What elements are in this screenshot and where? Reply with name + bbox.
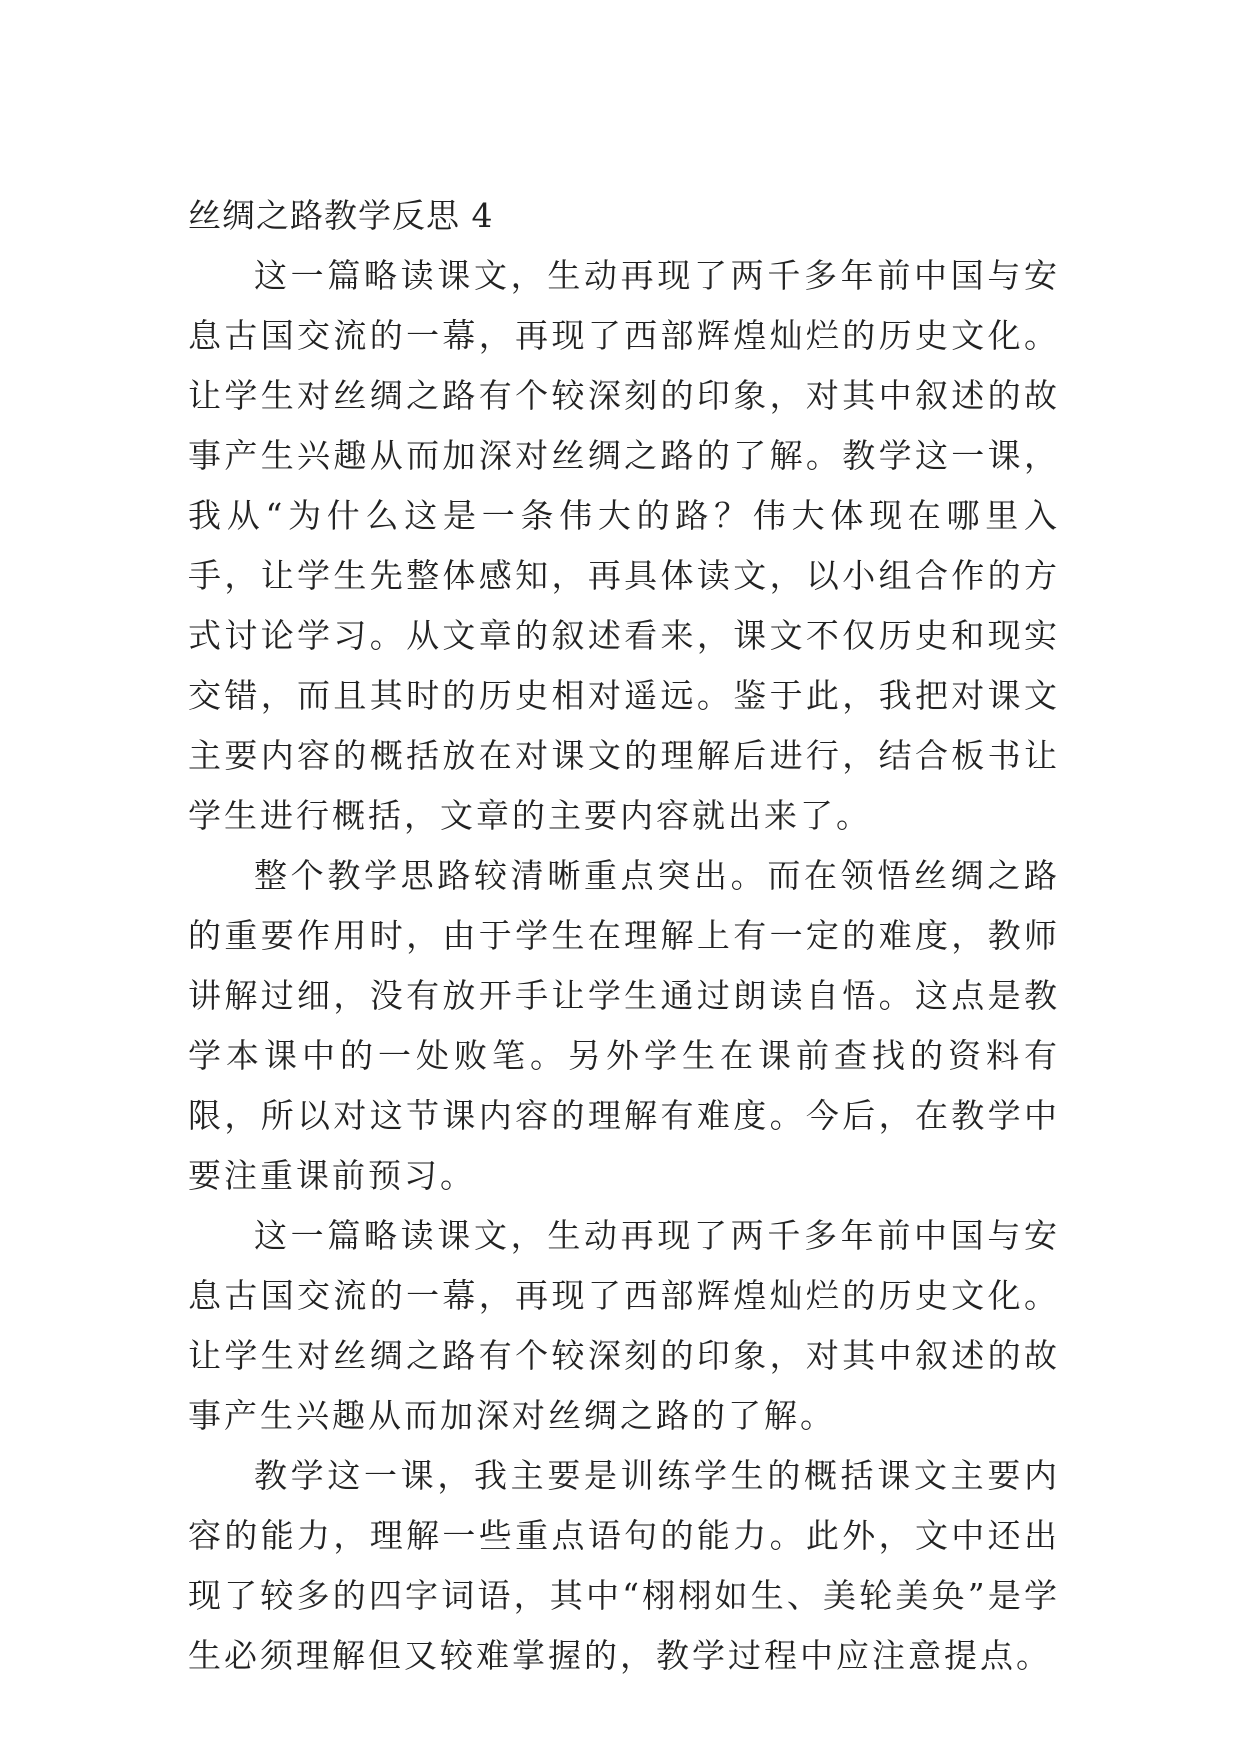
- paragraph-4: 教学这一课，我主要是训练学生的概括课文主要内容的能力，理解一些重点语句的能力。此外，文中还出现了较多的四字词语，其中“栩栩如生、美轮美奂”是学生必须理解但又较难掌握的，教学过程中应注意提点。: [188, 1456, 1060, 1675]
- document-title: 丝绸之路教学反思 4: [188, 196, 494, 235]
- paragraph-1: 这一篇略读课文，生动再现了两千多年前中国与安息古国交流的一幕，再现了西部辉煌灿烂的历史文化。让学生对丝绸之路有个较深刻的印象，对其中叙述的故事产生兴趣从而加深对丝绸之路的了解。教学这一课，我从“为什么这是一条伟大的路？伟大体现在哪里入手，让学生先整体感知，再具体读文，以小组合作的方式讨论学习。从文章的叙述看来，课文不仅历史和现实交错，而且其时的历史相对遥远。鉴于此，我把对课文主要内容的概括放在对课文的理解后进行，结合板书让学生进行概括，文章的主要内容就出来了。: [188, 256, 1060, 835]
- paragraph-2: 整个教学思路较清晰重点突出。而在领悟丝绸之路的重要作用时，由于学生在理解上有一定的难度，教师讲解过细，没有放开手让学生通过朗读自悟。这点是教学本课中的一处败笔。另外学生在课前查找的资料有限，所以对这节课内容的理解有难度。今后，在教学中要注重课前预习。: [188, 856, 1060, 1195]
- paragraph-3: 这一篇略读课文，生动再现了两千多年前中国与安息古国交流的一幕，再现了西部辉煌灿烂的历史文化。让学生对丝绸之路有个较深刻的印象，对其中叙述的故事产生兴趣从而加深对丝绸之路的了解。: [188, 1216, 1060, 1435]
- document-body: [188, 186, 1060, 1686]
